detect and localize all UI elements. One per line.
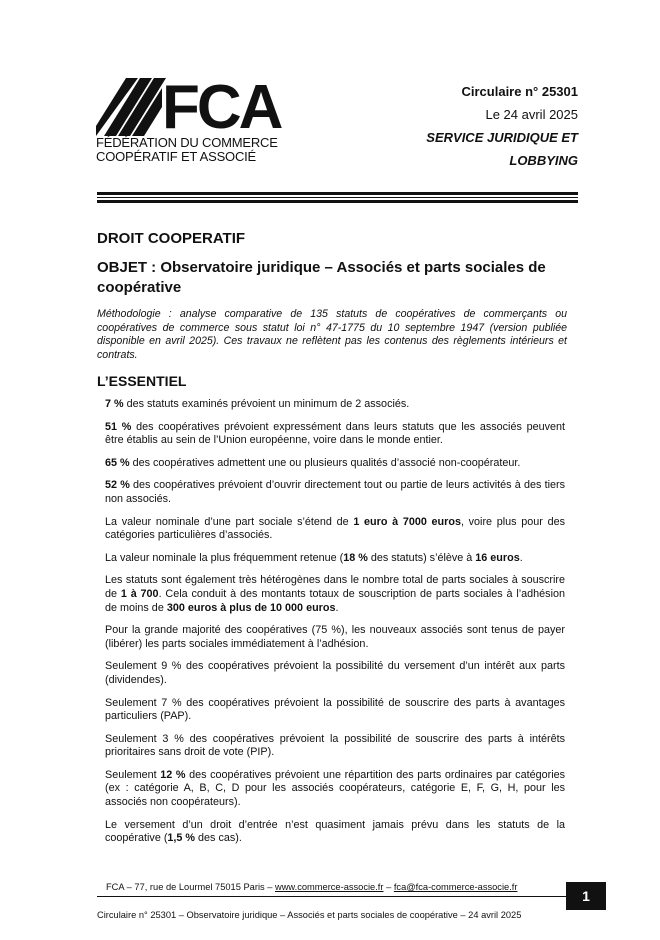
- key-point: [105, 479, 565, 506]
- key-point-bold: 7 %: [105, 398, 124, 410]
- key-point-text: Le versement d’un droit d’entrée n’est quasiment jamais prévu dans les statuts de la coopérative (: [105, 818, 565, 845]
- circular-date: Le 24 avril 2025: [485, 107, 578, 122]
- key-point: [105, 457, 565, 471]
- key-point-bold: 52 %: [105, 479, 130, 492]
- key-point-text: des statuts examinés prévoient un minimum de 2 associés.: [123, 398, 410, 410]
- footer-address-text: FCA – 77, rue de Lourmel 75015 Paris –: [106, 882, 275, 892]
- footer-circular: Circulaire n° 25301 – Observatoire juridique – Associés et parts sociales de coopérative – 24 avril 2025: [97, 910, 522, 920]
- key-point-text: La valeur nominale d’une part sociale s’étend de: [105, 515, 354, 528]
- fca-logo-text: FCA: [162, 78, 281, 136]
- key-point-text: Seulement 3 % des coopératives prévoient la possibilité de souscrire des parts à intérêts prioritaires sans droit de vote (PIP).: [105, 732, 565, 759]
- key-point: [105, 398, 565, 412]
- key-point-text: Pour la grande majorité des coopératives (75 %), les nouveaux associés sont tenus de payer (libérer) les parts sociales immédiatement à l’adhésion.: [105, 624, 565, 650]
- fca-logo: [96, 78, 286, 170]
- key-point: [105, 660, 565, 687]
- header-rule-3: [97, 200, 578, 203]
- page-number: 1: [566, 882, 606, 910]
- circular-number: Circulaire n° 25301: [461, 84, 578, 99]
- header-rule-1: [97, 192, 578, 195]
- logo-subtitle: [96, 136, 278, 164]
- service-line2: LOBBYING: [509, 153, 578, 168]
- key-point-text: .: [519, 551, 523, 564]
- key-point: [105, 552, 565, 566]
- logo-subtitle-line2: COOPÉRATIF ET ASSOCIÉ: [96, 149, 257, 164]
- key-point-bold: 1,5 %: [167, 832, 196, 845]
- key-point-text: des statuts) s’élève à: [367, 551, 476, 564]
- key-point-text: Seulement: [105, 768, 161, 781]
- key-point-text: des coopératives prévoient expressément dans leurs statuts que les associés peuvent être établis au sein de l’Union européenne, voire dans le monde entier.: [105, 420, 566, 447]
- key-point-bold: 1 euro à 7000 euros: [353, 515, 461, 528]
- key-point-bold: 16 euros: [475, 551, 520, 564]
- key-point-text: Les statuts sont également très hétérogènes dans le nombre total de parts sociales à souscrire de: [105, 574, 565, 600]
- fca-logo-mark: [96, 78, 286, 136]
- key-point-text: des coopératives admettent une ou plusieurs qualités d’associé non-coopérateur.: [129, 456, 521, 469]
- footer-separator: –: [383, 882, 394, 892]
- email-link[interactable]: fca@fca-commerce-associe.fr: [393, 882, 518, 892]
- key-point: [105, 624, 565, 651]
- footer-rule: [97, 896, 567, 897]
- key-point-bold: 18 %: [343, 551, 368, 564]
- service-line1: SERVICE JURIDIQUE ET: [426, 130, 578, 145]
- footer-address: [106, 882, 517, 892]
- logo-subtitle-line1: FÉDÉRATION DU COMMERCE: [96, 135, 278, 150]
- key-point-bold: 65 %: [105, 456, 130, 469]
- key-point-text: Seulement 9 % des coopératives prévoient la possibilité du versement d’un intérêt aux parts (dividendes).: [105, 660, 565, 686]
- key-point-bold: 300 euros à plus de 10 000 euros: [166, 601, 336, 614]
- key-point-text: La valeur nominale la plus fréquemment retenue (: [105, 551, 344, 564]
- essential-heading: L’ESSENTIEL: [97, 373, 187, 389]
- key-point-bold: 12 %: [160, 768, 186, 781]
- document-title: DROIT COOPERATIF: [97, 230, 246, 247]
- key-point-text: Seulement 7 % des coopératives prévoient la possibilité de souscrire des parts à avantages particuliers (PAP).: [105, 696, 565, 723]
- document-subject: OBJET : Observatoire juridique – Associés et parts sociales de coopérative: [97, 259, 546, 296]
- header-rule-2: [97, 197, 578, 198]
- key-point-text: .: [335, 601, 339, 614]
- key-point: [105, 421, 565, 448]
- key-point-text: , voire plus pour des catégories particulières d’associés.: [105, 515, 565, 542]
- key-points-list: [105, 398, 565, 855]
- methodology-note: Méthodologie : analyse comparative de 135 statuts de coopératives de commerçants ou coopératives de commerce sous statut loi n° 47-1775 du 10 septembre 1947 (version publiée disponible en avril 2025). Ces travaux ne reflètent pas les contenus des règlements intérieurs et contrats.: [97, 308, 567, 361]
- key-point-bold: 51 %: [105, 420, 132, 433]
- key-point-bold: 1 à 700: [120, 587, 159, 600]
- key-point: [105, 819, 565, 846]
- key-point: [105, 697, 565, 724]
- key-point-text: . Cela conduit à des montants totaux de souscription de parts sociales à l’adhésion de moins de: [105, 587, 565, 614]
- key-point: [105, 574, 565, 615]
- key-point: [105, 733, 565, 760]
- header-info: [426, 80, 578, 172]
- key-point-text: des coopératives prévoient d’ouvrir directement tout ou partie de leurs activités à des tiers non associés.: [105, 479, 565, 505]
- website-link[interactable]: www.commerce-associe.fr: [275, 882, 384, 892]
- key-point-text: des cas).: [195, 832, 242, 845]
- key-point-text: des coopératives prévoient une répartition des parts ordinaires par catégories (ex : catégorie A, B, C, D pour les associés coopérateurs, catégorie E, F, G, H, pour les associés non coopérateurs).: [105, 768, 565, 809]
- key-point: [105, 516, 565, 543]
- key-point: [105, 769, 565, 810]
